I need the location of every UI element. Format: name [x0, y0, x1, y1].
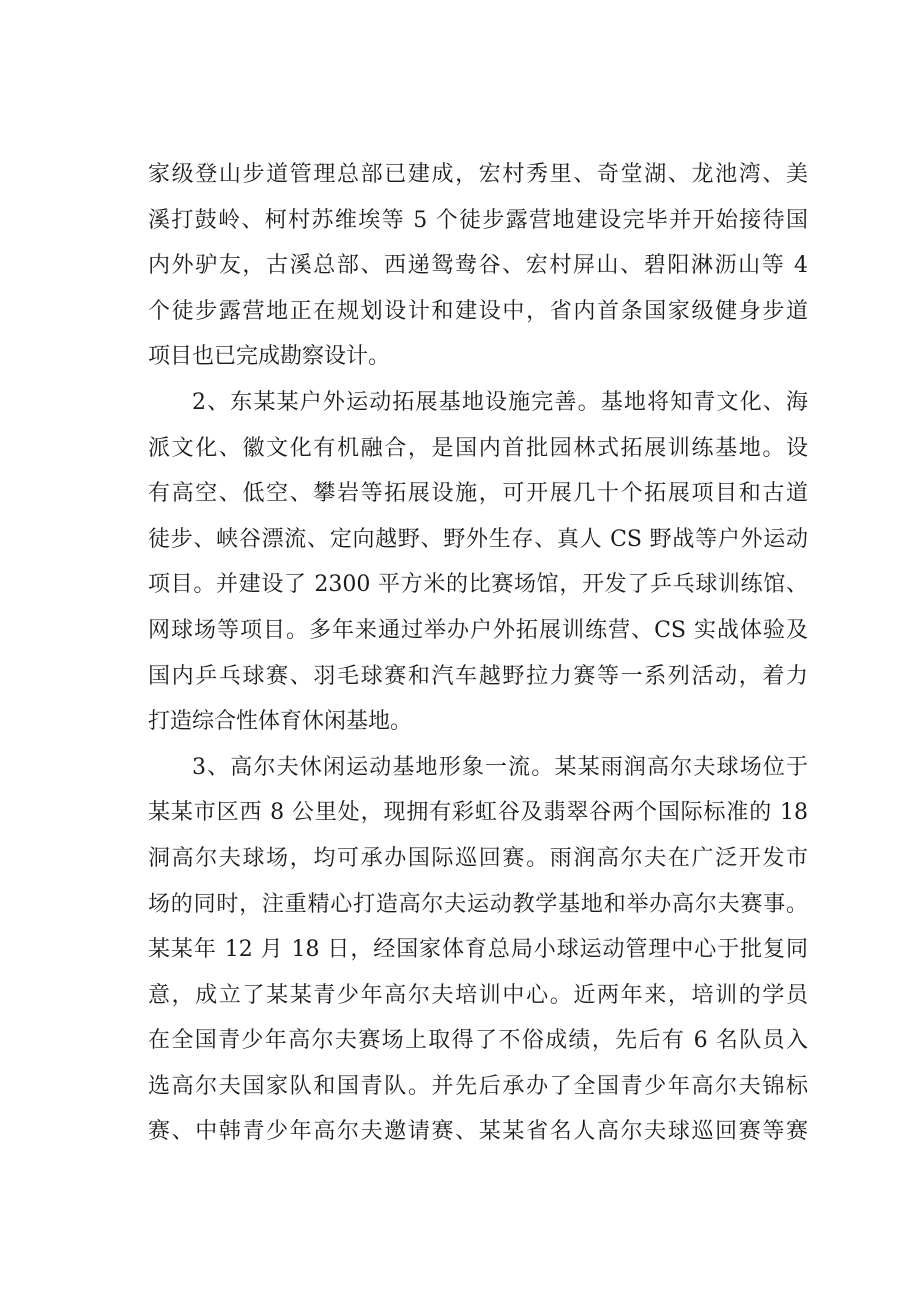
text-line: 徒步、峡谷漂流、定向越野、野外生存、真人 CS 野战等户外运动	[148, 526, 808, 552]
text-line: 某某年 12 月 18 日，经国家体育总局小球运动管理中心于批复同	[148, 937, 808, 963]
text-line: 溪打鼓岭、柯村苏维埃等 5 个徒步露营地建设完毕并开始接待国	[148, 207, 808, 233]
text-line: 赛、中韩青少年高尔夫邀请赛、某某省名人高尔夫球巡回赛等赛	[148, 1119, 808, 1145]
text-line: 有高空、低空、攀岩等拓展设施，可开展几十个拓展项目和古道	[148, 481, 808, 507]
paragraph-outdoor-base	[148, 380, 808, 745]
text-line: 项目也已完成勘察设计。	[148, 344, 391, 370]
text-line: 场的同时，注重精心打造高尔夫运动教学基地和举办高尔夫赛事。	[148, 891, 808, 917]
paragraph-golf-base	[148, 745, 808, 1155]
document-body	[148, 152, 808, 1155]
text-line: 意，成立了某某青少年高尔夫培训中心。近两年来，培训的学员	[148, 982, 808, 1008]
text-line: 2、东某某户外运动拓展基地设施完善。基地将知青文化、海	[192, 389, 808, 415]
text-line: 内外驴友，古溪总部、西递鸳鸯谷、宏村屏山、碧阳淋沥山等 4	[148, 253, 808, 279]
paragraph-hiking	[148, 152, 808, 380]
text-line: 网球场等项目。多年来通过举办户外拓展训练营、CS 实战体验及	[148, 617, 808, 643]
text-line: 项目。并建设了 2300 平方米的比赛场馆，开发了乒乓球训练馆、	[148, 572, 808, 598]
text-line: 派文化、徽文化有机融合，是国内首批园林式拓展训练基地。设	[148, 435, 808, 461]
text-line: 某某市区西 8 公里处，现拥有彩虹谷及翡翠谷两个国际标准的 18	[148, 800, 808, 826]
text-line: 家级登山步道管理总部已建成，宏村秀里、奇堂湖、龙池湾、美	[148, 162, 808, 187]
text-line: 在全国青少年高尔夫赛场上取得了不俗成绩，先后有 6 名队员入	[148, 1028, 808, 1054]
text-line: 选高尔夫国家队和国青队。并先后承办了全国青少年高尔夫锦标	[148, 1073, 808, 1099]
text-line: 国内乒乓球赛、羽毛球赛和汽车越野拉力赛等一系列活动，着力	[148, 663, 808, 689]
text-line: 洞高尔夫球场，均可承办国际巡回赛。雨润高尔夫在广泛开发市	[148, 845, 808, 871]
text-line: 个徒步露营地正在规划设计和建设中，省内首条国家级健身步道	[148, 298, 808, 324]
text-line: 3、高尔夫休闲运动基地形象一流。某某雨润高尔夫球场位于	[192, 754, 808, 780]
text-line: 打造综合性体育休闲基地。	[148, 709, 413, 735]
